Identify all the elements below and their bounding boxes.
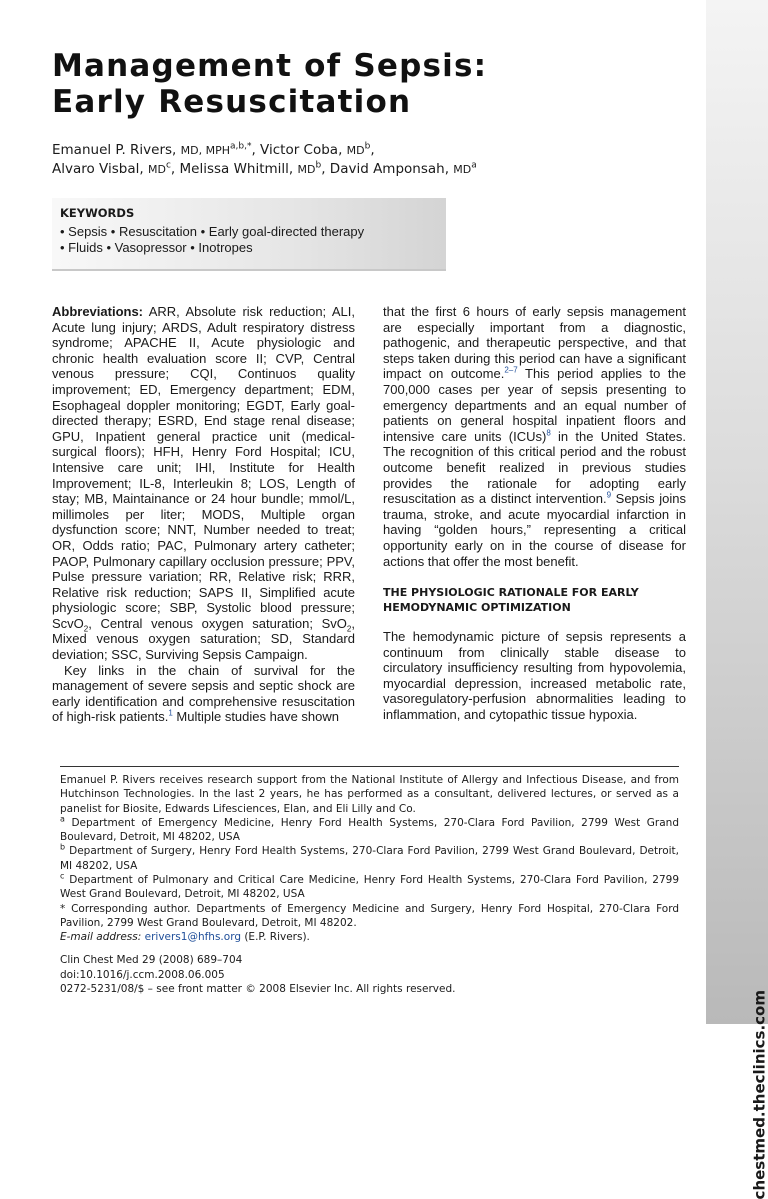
author-degree: MD — [147, 163, 166, 176]
reference-link[interactable]: 1 — [168, 709, 173, 719]
author-degree: MD — [297, 163, 316, 176]
keywords-line-2: • Fluids • Vasopressor • Inotropes — [60, 240, 253, 255]
body-text: Multiple studies have shown — [172, 709, 339, 725]
citation-block — [60, 953, 520, 997]
body-text: Sepsis joins trauma, stroke, and acute myocardial infarction in having “golden hours,” representing a critical opportunity early on in the course of disease for actions that offer the most benefit. — [383, 491, 687, 569]
corresponding-author-note: * Corresponding author. Departments of Emergency Medicine and Surgery, Henry Ford Hospital, 270-Clara Ford Pavilion, 2799 West Grand Boulevard, Detroit, MI 48202. — [60, 902, 679, 929]
left-column — [52, 304, 355, 725]
author-affiliation-mark[interactable]: b — [315, 160, 322, 171]
abbreviations-text: , Mixed venous oxygen saturation; SD, Standard deviation; SSC, Surviving Sepsis Campaign. — [52, 615, 355, 663]
keywords-box — [52, 198, 446, 271]
right-column — [383, 304, 686, 723]
author-affiliation-mark[interactable]: b — [364, 141, 371, 152]
article-title — [52, 48, 487, 120]
abbreviations-label: Abbreviations: — [52, 304, 144, 319]
author-name: Alvaro Visbal, — [52, 161, 144, 177]
affiliation-text: Department of Pulmonary and Critical Care Medicine, Henry Ford Health Systems, 270-Clara Ford Pavilion, 2799 West Grand Boulevard, Detroit, MI 48202, USA — [60, 874, 679, 901]
author-degree: MD — [453, 163, 472, 176]
body-text: that the first 6 hours of early sepsis management are especially important from a diagnostic, pathogenic, and therapeutic perspective, and that steps taken during this period can have a significant impact on outcome. — [383, 304, 686, 382]
copyright-line: 0272-5231/08/$ – see front matter © 2008 Elsevier Inc. All rights reserved. — [60, 983, 456, 995]
author-degree: MD, MPH — [180, 144, 230, 157]
subscript: 2 — [83, 624, 89, 634]
email-line — [60, 930, 679, 944]
author-degree: MD — [346, 144, 365, 157]
email-owner: (E.P. Rivers). — [241, 931, 310, 944]
affiliation-b — [60, 844, 679, 873]
author-name: Victor Coba, — [260, 142, 343, 158]
author-name: Melissa Whitmill, — [179, 161, 294, 177]
body-paragraph: The hemodynamic picture of sepsis represents a continuum from clinically stable disease to circulatory insufficiency resulting from hypovolemia, myocardial depression, increased metabolic rate, vasoregulatory-perfusion abnormalities leading to inflammation, and cytopathic tissue hypoxia. — [383, 629, 686, 723]
journal-url[interactable]: chestmed.theclinics.com — [750, 990, 768, 1199]
keywords-heading: KEYWORDS — [60, 206, 135, 220]
body-paragraph — [52, 663, 355, 725]
title-line-2: Early Resuscitation — [52, 84, 412, 120]
reference-link[interactable]: 8 — [546, 428, 551, 438]
keywords-line-1: • Sepsis • Resuscitation • Early goal-directed therapy — [60, 224, 365, 239]
side-band — [706, 0, 768, 1024]
affiliation-text: Department of Emergency Medicine, Henry Ford Health Systems, 270-Clara Ford Pavilion, 2799 West Grand Boulevard, Detroit, MI 48202, USA — [60, 816, 679, 844]
author-affiliation-mark[interactable]: a — [471, 160, 477, 171]
email-label: E-mail address: — [60, 931, 142, 944]
footnotes — [60, 773, 679, 945]
author-name: David Amponsah, — [329, 161, 449, 177]
subscript: 2 — [346, 624, 352, 634]
disclosure-note: Emanuel P. Rivers receives research support from the National Institute of Allergy and Infectious Disease, and from Hutchinson Technologies. In the last 2 years, he has performed as a consultant, delivered lectures, or served as a panelist for Biosite, Edwards Lifesciences, Elan, and Eli Lilly and Co. — [60, 774, 679, 815]
body-paragraph — [383, 304, 686, 569]
body-text: in the United States. The recognition of this critical period and the robust outcome benefit realized in previous studies provides the rationale for adopting early resuscitation as a distinct intervention. — [383, 428, 686, 507]
author-list: Emanuel P. Rivers, MD, $MPH^{a,b,*}$, Victor Coba, $MD^b$, Alvaro Visbal, $MD^c$, Melissa Whitmill, $MD^b$, David Amponsah, $MD^a$ — [52, 141, 477, 177]
body-text: This period applies to the 700,000 cases per year of sepsis presenting to emergency departments and an equal number of patients on general hospital inpatient floors and intensive care units (ICUs) — [383, 366, 686, 444]
title-line-1: Management of Sepsis: — [52, 48, 488, 84]
affiliation-text: Department of Surgery, Henry Ford Health Systems, 270-Clara Ford Pavilion, 2799 West Grand Boulevard, Detroit, MI 48202, USA — [60, 845, 679, 872]
doi[interactable]: doi:10.1016/j.ccm.2008.06.005 — [60, 968, 225, 981]
affiliation-mark: c — [60, 871, 65, 881]
email-link[interactable]: erivers1@hfhs.org — [144, 931, 241, 944]
affiliation-mark: a — [60, 814, 65, 824]
section-heading: THE PHYSIOLOGIC RATIONALE FOR EARLY HEMODYNAMIC OPTIMIZATION — [383, 586, 639, 615]
author-name: Emanuel P. Rivers, — [52, 142, 177, 158]
author-affiliation-mark[interactable]: a,b,* — [230, 141, 252, 152]
reference-link[interactable]: 2–7 — [504, 366, 518, 376]
footnote-divider — [60, 766, 679, 767]
affiliation-c — [60, 873, 679, 902]
body-text: Key links in the chain of survival for the management of severe sepsis and septic shock are early identification and comprehensive resuscitation of high-risk patients. — [52, 662, 355, 725]
abbreviations-paragraph — [52, 304, 355, 663]
abbreviations-text: ARR, Absolute risk reduction; ALI, Acute lung injury; ARDS, Adult respiratory distress syndrome; APACHE II, Acute physiologic and chronic health evaluation score II; CVP, Central venous pressure; CQI, Continuos quality improvement; ED, Emergency department; EDM, Esophageal doppler monitoring; EGDT, Early goal-directed therapy; ESRD, End stage renal disease; GPU, Inpatient general practice unit (medical-surgical floors); HFH, Henry Ford Hospital; ICU, Intensive care unit; IHI, Institute for Health Improvement; IL-8, Interleukin 8; LOS, Length of stay; MB, Maintainance or 24 hour bundle; mmol/L, millimoles per liter; MODS, Multiple organ dysfunction score; NNT, Number needed to treat; OR, Odds ratio; PAC, Pulmonary artery catheter; PAOP, Pulmonary capillary occlusion pressure; PPV, Pulse pressure variation; RR, Relative risk; RRR, Relative risk reduction; SAPS II, Simplified acute physiologic score; SBP, Systolic blood pressure; ScvO — [52, 304, 355, 631]
affiliation-mark: b — [60, 842, 66, 852]
abbreviations-text: , Central venous oxygen saturation; SvO — [88, 615, 347, 631]
affiliation-a — [60, 816, 679, 845]
reference-link[interactable]: 9 — [606, 490, 612, 500]
journal-citation: Clin Chest Med 29 (2008) 689–704 — [60, 954, 243, 966]
author-affiliation-mark[interactable]: c — [165, 160, 171, 171]
